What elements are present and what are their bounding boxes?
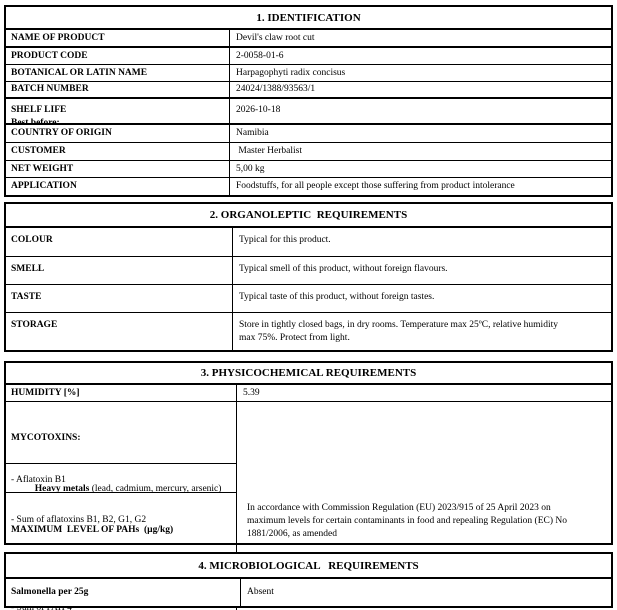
row-label: [6, 99, 230, 128]
heavy-metals-detail: (lead, cadmium, mercury, arsenic): [89, 484, 222, 494]
row-value: Typical for this product.: [239, 235, 331, 245]
best-before-label: Best before:: [11, 118, 60, 128]
section-identification: [4, 5, 613, 197]
table-row: [6, 579, 611, 606]
pahs-heading: MAXIMUM LEVEL OF PAHs (µg/kg): [11, 525, 174, 535]
row-value: 5,00 kg: [236, 163, 265, 174]
table-row: [6, 30, 611, 48]
row-label: BATCH NUMBER: [6, 82, 230, 97]
section-organoleptic-title: 2. ORGANOLEPTIC REQUIREMENTS: [6, 204, 611, 228]
row-label: Salmonella per 25g: [6, 579, 241, 606]
row-label: APPLICATION: [6, 178, 230, 195]
section-microbiological: [4, 552, 613, 608]
row-label: STORAGE: [6, 313, 233, 350]
row-label: COLOUR: [6, 228, 233, 256]
section-organoleptic: [4, 202, 613, 352]
table-row: [6, 125, 611, 143]
row-label: PRODUCT CODE: [6, 48, 230, 64]
table-row: [6, 99, 611, 128]
table-row: [6, 143, 611, 161]
row-label: NAME OF PRODUCT: [6, 30, 230, 46]
section-physicochemical-title: 3. PHYSICOCHEMICAL REQUIREMENTS: [6, 363, 611, 385]
row-label: CUSTOMER: [6, 143, 230, 160]
row-label: BOTANICAL OR LATIN NAME: [6, 65, 230, 81]
row-label: TASTE: [6, 285, 233, 312]
table-row: [6, 48, 611, 65]
row-value: Foodstuffs, for all people except those suffering from product intolerance: [236, 181, 515, 191]
table-row: [6, 285, 611, 313]
humidity-value: 5.39: [243, 387, 260, 398]
table-row: [6, 257, 611, 285]
humidity-row: [6, 385, 611, 402]
table-row: [6, 313, 611, 350]
section-physicochemical: [4, 361, 613, 545]
row-value: Absent: [247, 587, 274, 597]
row-value: Typical taste of this product, without foreign tastes.: [239, 292, 435, 302]
mycotoxins-heading: MYCOTOXINS:: [11, 433, 81, 443]
row-label: COUNTRY OF ORIGIN: [6, 125, 230, 142]
table-row: [6, 82, 611, 99]
section-identification-title: 1. IDENTIFICATION: [6, 7, 611, 30]
row-value: 2026-10-18: [236, 105, 281, 115]
row-value: Typical smell of this product, without foreign flavours.: [239, 264, 448, 274]
mycotoxin-item: - Sum of aflatoxins B1, B2, G1, G2: [11, 514, 147, 525]
table-row: [6, 178, 611, 195]
row-value: Harpagophyti radix concisus: [236, 67, 346, 78]
shelf-life-label: SHELF LIFE: [11, 105, 67, 115]
row-value: 24024/1388/93563/1: [236, 84, 316, 94]
row-label: SMELL: [6, 257, 233, 284]
table-row: [6, 65, 611, 82]
row-value: 2-0058-01-6: [236, 50, 284, 61]
row-value: Store in tightly closed bags, in dry rooms. Temperature max 25ºC, relative humidity max 75%. Protect from light.: [239, 320, 561, 343]
row-value: Devil's claw root cut: [236, 32, 315, 43]
row-label: NET WEIGHT: [6, 161, 230, 177]
row-value: Master Herbalist: [236, 146, 302, 156]
table-row: [6, 228, 611, 257]
section-microbiological-title: 4. MICROBIOLOGICAL REQUIREMENTS: [6, 554, 611, 579]
regulation-note: In accordance with Commission Regulation (EU) 2023/915 of 25 April 2023 on maximum levels for certain contaminants in food and repealing Regulation (EC) No 1881/2006, as amended: [247, 503, 570, 539]
heavy-metals-heading: Heavy metals: [34, 484, 90, 494]
table-row: [6, 161, 611, 178]
humidity-label: HUMIDITY [%]: [6, 385, 237, 401]
mycotoxin-item: - Aflatoxin B1: [11, 475, 66, 485]
row-value: Namibia: [236, 128, 269, 138]
heavy-metals-cell: [6, 464, 236, 493]
